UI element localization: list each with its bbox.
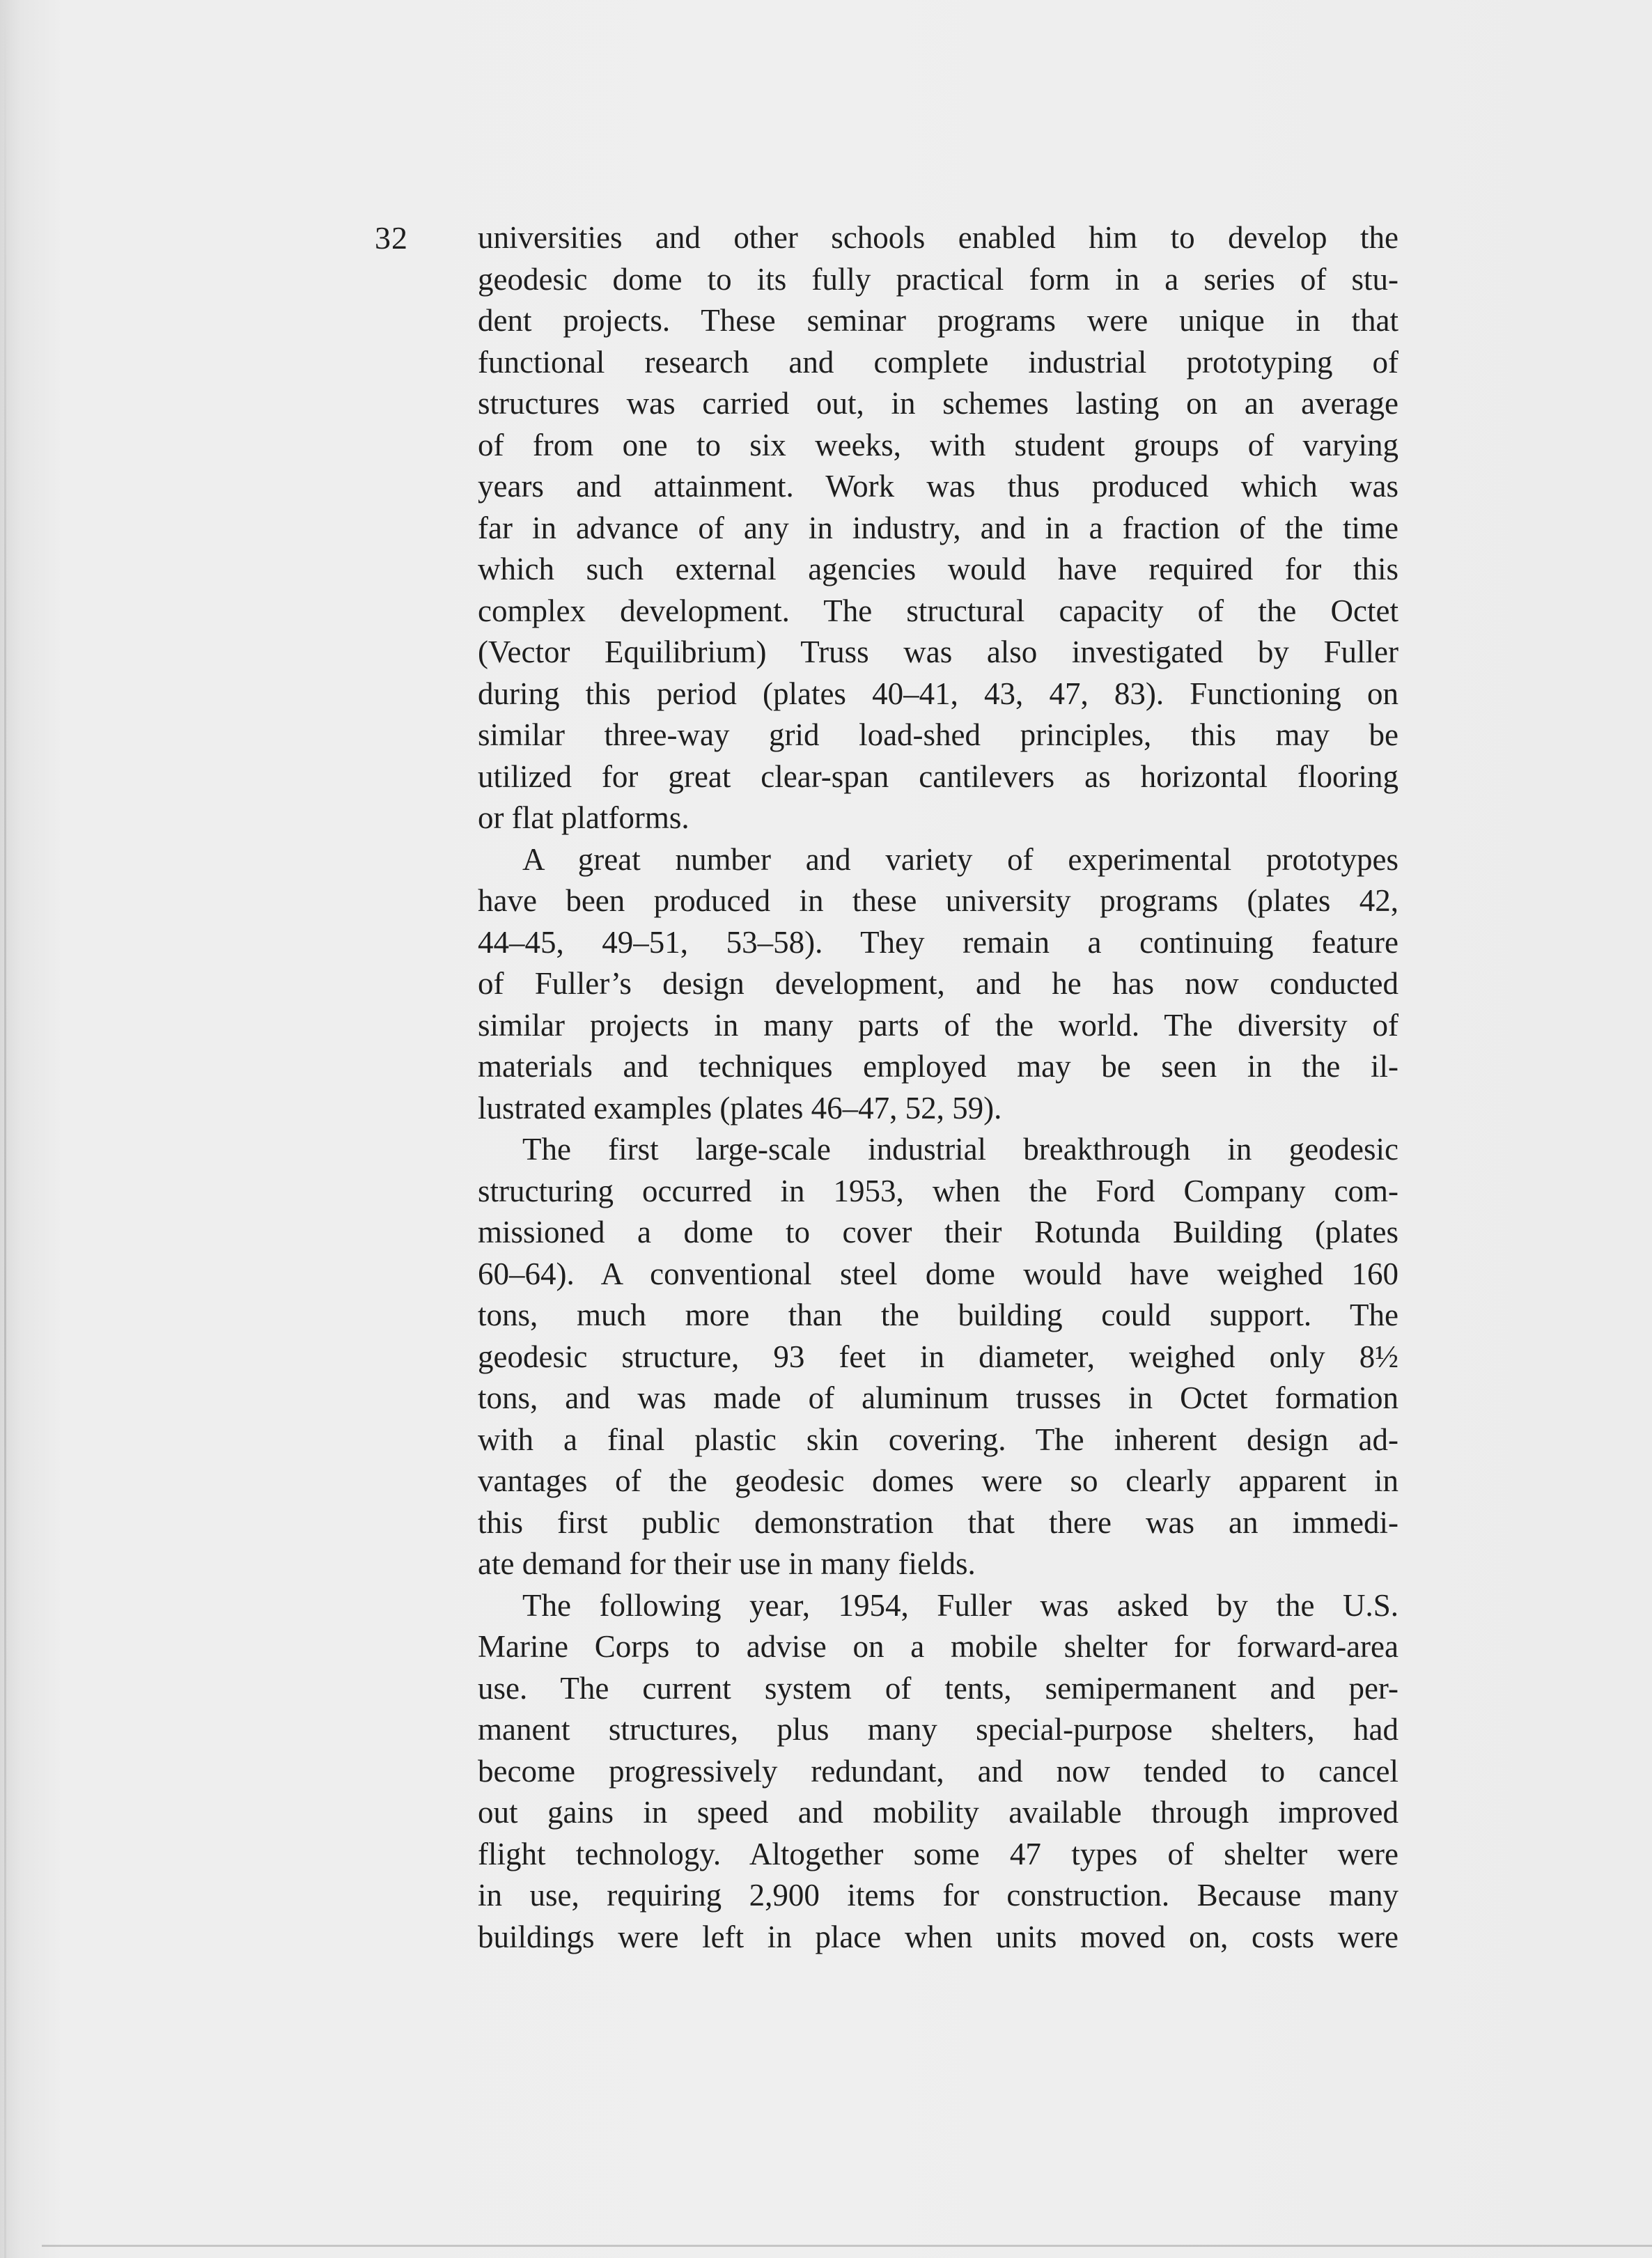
text-line: geodesic structure, 93 feet in diameter, weighed only 8½ xyxy=(478,1339,1398,1374)
text-line: ate demand for their use in many fields. xyxy=(478,1546,976,1581)
text-line: use. The current system of tents, semipermanent and per- xyxy=(478,1670,1398,1706)
text-line: (Vector Equilibrium) Truss was also investigated by Fuller xyxy=(478,634,1398,669)
text-line: materials and techniques employed may be seen in the il- xyxy=(478,1049,1398,1084)
body-text xyxy=(478,217,1398,1958)
text-line: of from one to six weeks, with student groups of varying xyxy=(478,427,1398,462)
text-line: years and attainment. Work was thus produced which was xyxy=(478,469,1398,504)
text-line: dent projects. These seminar programs were unique in that xyxy=(478,303,1398,338)
text-line: buildings were left in place when units moved on, costs were xyxy=(478,1919,1398,1954)
text-line: complex development. The structural capacity of the Octet xyxy=(478,593,1398,628)
text-line: become progressively redundant, and now tended to cancel xyxy=(478,1753,1398,1789)
text-line: with a final plastic skin covering. The inherent design ad- xyxy=(478,1422,1398,1457)
text-line: tons, and was made of aluminum trusses in Octet formation xyxy=(478,1380,1398,1415)
text-line: which such external agencies would have required for this xyxy=(478,552,1398,586)
text-line: during this period (plates 40–41, 43, 47, 83). Functioning on xyxy=(478,676,1398,711)
text-line: lustrated examples (plates 46–47, 52, 59). xyxy=(478,1090,1002,1126)
text-line: structuring occurred in 1953, when the Ford Company com- xyxy=(478,1173,1398,1208)
text-line: in use, requiring 2,900 items for construction. Because many xyxy=(478,1878,1398,1913)
text-line: far in advance of any in industry, and in a fraction of the time xyxy=(478,510,1398,545)
text-line: tons, much more than the building could support. The xyxy=(478,1298,1398,1332)
text-line: or flat platforms. xyxy=(478,800,689,835)
text-line: 60–64). A conventional steel dome would have weighed 160 xyxy=(478,1256,1398,1291)
text-line: universities and other schools enabled him to develop the xyxy=(478,220,1398,255)
text-line: geodesic dome to its fully practical form in a series of stu- xyxy=(478,261,1398,297)
page-bottom-edge xyxy=(42,2245,1652,2247)
text-line: similar three-way grid load-shed principles, this may be xyxy=(478,717,1398,752)
text-line: functional research and complete industrial prototyping of xyxy=(478,344,1398,380)
text-line: Marine Corps to advise on a mobile shelter for forward-area xyxy=(478,1629,1398,1664)
page-number: 32 xyxy=(375,220,408,256)
text-line: missioned a dome to cover their Rotunda Building (plates xyxy=(478,1215,1398,1249)
text-line: utilized for great clear-span cantilevers as horizontal flooring xyxy=(478,758,1398,794)
text-line: this first public demonstration that there was an immedi- xyxy=(478,1504,1398,1540)
text-line: vantages of the geodesic domes were so clearly apparent in xyxy=(478,1463,1398,1498)
text-line: have been produced in these university programs (plates 42, xyxy=(478,883,1398,918)
text-line: The following year, 1954, Fuller was asked by the U.S. xyxy=(522,1587,1398,1623)
text-line: of Fuller’s design development, and he has now conducted xyxy=(478,966,1398,1001)
text-line: out gains in speed and mobility available through improved xyxy=(478,1795,1398,1830)
text-line: structures was carried out, in schemes lasting on an average xyxy=(478,386,1398,421)
text-line: similar projects in many parts of the world. The diversity of xyxy=(478,1007,1398,1043)
text-line: 44–45, 49–51, 53–58). They remain a continuing feature xyxy=(478,924,1398,960)
text-line: The first large-scale industrial breakthrough in geodesic xyxy=(522,1132,1398,1167)
page-gutter-shadow xyxy=(4,0,6,2258)
text-line: A great number and variety of experimental prototypes xyxy=(522,841,1398,877)
text-line: manent structures, plus many special-purpose shelters, had xyxy=(478,1712,1398,1747)
text-line: flight technology. Altogether some 47 types of shelter were xyxy=(478,1836,1398,1871)
